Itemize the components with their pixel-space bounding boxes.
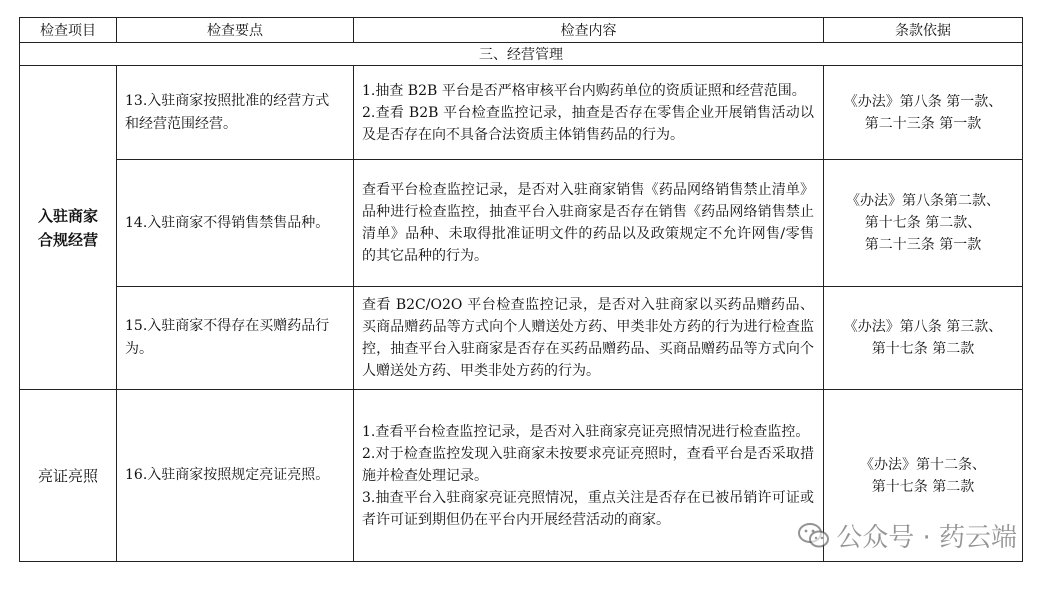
section-title: 三、经营管理 bbox=[20, 43, 1023, 66]
basis-line: 第十七条 第二款 bbox=[871, 341, 975, 357]
content-item: 1.抽查 B2B 平台是否严格审核平台内购药单位的资质证照和经营范围。 bbox=[362, 82, 806, 99]
table-header-row bbox=[20, 18, 1023, 43]
content-item: 2.查看 B2B 平台检查监控记录，抽查是否存在零售企业开展销售活动以及是否存在向不具备合法资质主体销售药品的行为。 bbox=[362, 104, 814, 143]
basis-line: 第二十三条 第一款 bbox=[864, 237, 982, 253]
inspection-point-cell: 14.入驻商家不得销售禁售品种。 bbox=[117, 160, 354, 287]
watermark bbox=[798, 517, 1017, 554]
clause-basis-cell bbox=[824, 160, 1023, 287]
content-item: 2.对于检查监控发现入驻商家未按要求亮证亮照时，查看平台是否采取措施并检查处理记录。 bbox=[362, 445, 814, 484]
section-row bbox=[20, 43, 1023, 66]
inspection-content-cell bbox=[354, 160, 824, 287]
inspection-point-cell: 16.入驻商家按照规定亮证亮照。 bbox=[117, 390, 354, 562]
inspection-point-cell: 15.入驻商家不得存在买赠药品行为。 bbox=[117, 287, 354, 390]
basis-line: 第十七条 第二款 bbox=[871, 478, 975, 495]
header-inspection-point: 检查要点 bbox=[117, 18, 354, 43]
category-cell: 亮证亮照 bbox=[20, 390, 117, 562]
table-row bbox=[20, 287, 1023, 390]
inspection-content-cell bbox=[354, 390, 824, 562]
basis-line: 《办法》第八条第二款、 bbox=[846, 193, 1000, 209]
wechat-icon bbox=[798, 522, 830, 550]
table-row bbox=[20, 160, 1023, 287]
content-item: 3.抽查平台入驻商家亮证亮照情况，重点关注是否存在已被吊销许可证或者许可证到期但仍在平台内开展经营活动的商家。 bbox=[362, 489, 814, 528]
basis-line: 《办法》第八条 第一款、 bbox=[843, 93, 1003, 110]
basis-line: 《办法》第十二条、 bbox=[860, 456, 986, 473]
inspection-content-cell bbox=[354, 66, 824, 160]
header-inspection-content: 检查内容 bbox=[354, 18, 824, 43]
inspection-content-cell bbox=[354, 287, 824, 390]
inspection-table bbox=[19, 17, 1023, 562]
clause-basis-cell bbox=[824, 66, 1023, 160]
basis-line: 第十七条 第二款、 bbox=[864, 215, 982, 231]
content-item: 查看平台检查监控记录，是否对入驻商家销售《药品网络销售禁止清单》品种进行检查监控，抽查平台入驻商家是否存在销售《药品网络销售禁止清单》品种、未取得批准证明文件的药品以及政策规定不允许网售/零售的其它品种的行为。 bbox=[362, 182, 814, 264]
content-item: 查看 B2C/O2O 平台检查监控记录，是否对入驻商家以买药品赠药品、买商品赠药品等方式向个人赠送处方药、甲类非处方药的行为进行检查监控，抽查平台入驻商家是否存在买药品赠药品、买商品赠药品等方式向个人赠送处方药、甲类非处方药的行为。 bbox=[362, 297, 814, 379]
watermark-text: 公众号 · 药云端 bbox=[836, 523, 1017, 553]
clause-basis-cell bbox=[824, 287, 1023, 390]
basis-line: 《办法》第八条 第三款、 bbox=[843, 319, 1003, 335]
category-cell: 入驻商家合规经营 bbox=[20, 66, 117, 390]
table-row bbox=[20, 66, 1023, 160]
basis-line: 第二十三条 第一款 bbox=[864, 115, 982, 132]
header-clause-basis: 条款依据 bbox=[824, 18, 1023, 43]
content-item: 1.查看平台检查监控记录，是否对入驻商家亮证亮照情况进行检查监控。 bbox=[362, 423, 810, 440]
inspection-point-cell: 13.入驻商家按照批准的经营方式和经营范围经营。 bbox=[117, 66, 354, 160]
header-inspection-item: 检查项目 bbox=[20, 18, 117, 43]
